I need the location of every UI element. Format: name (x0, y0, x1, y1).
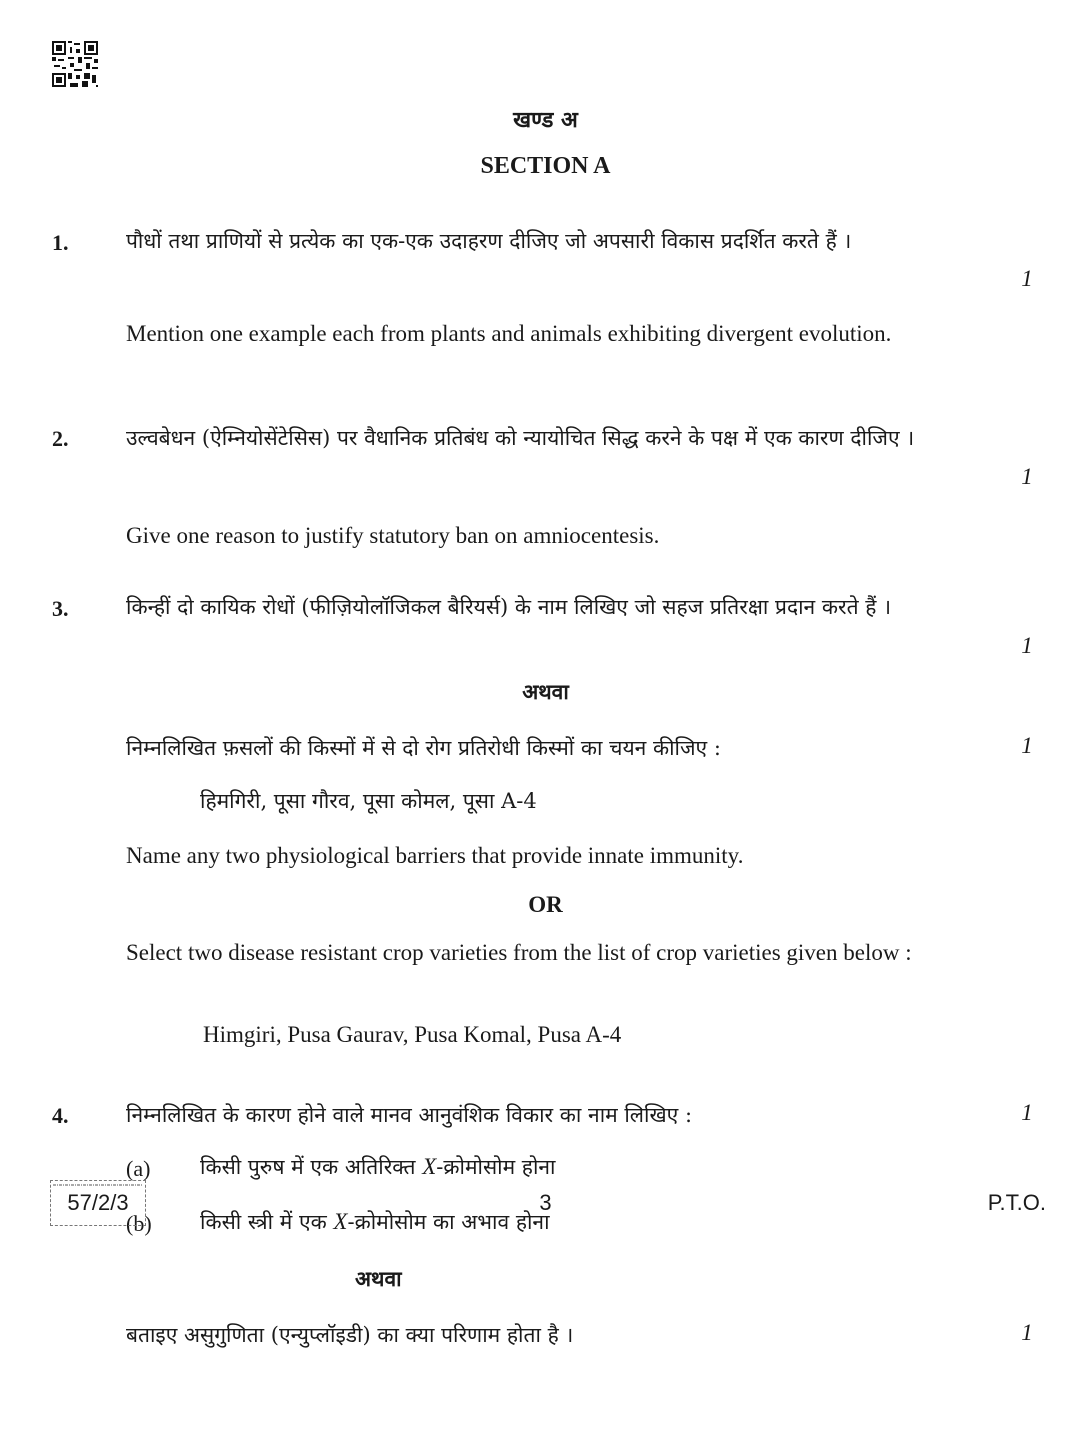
question-2-hindi: उल्वबेधन (ऐम्नियोसेंटेसिस) पर वैधानिक प्रतिबंध को न्यायोचित सिद्ध करने के पक्ष में एक कारण दीजिए । (126, 426, 915, 450)
question-4-part-b-label: (b) (126, 1211, 152, 1236)
question-1-number: 1. (52, 230, 69, 255)
variable-x: X (422, 1154, 437, 1179)
question-1-hindi: पौधों तथा प्राणियों से प्रत्येक का एक-एक उदाहरण दीजिए जो अपसारी विकास प्रदर्शित करते हैं । (126, 229, 852, 253)
paper-code: 57/2/3 (67, 1190, 129, 1215)
question-4-part-a-label: (a) (126, 1156, 151, 1181)
question-4-hindi: निम्नलिखित के कारण होने वाले मानव आनुवंशिक विकार का नाम लिखिए : (126, 1103, 693, 1127)
page-number: 3 (539, 1190, 552, 1215)
question-4-marks: 1 (1021, 1100, 1033, 1125)
question-4-number: 4. (52, 1103, 69, 1128)
please-turn-over: P.T.O. (987, 1190, 1046, 1215)
question-3-alt-marks: 1 (1021, 733, 1033, 758)
variable-x: X (333, 1209, 348, 1234)
section-heading-hindi: खण्ड अ (513, 107, 578, 133)
question-2-number: 2. (52, 426, 69, 451)
question-1-marks: 1 (1021, 266, 1033, 291)
question-3-crop-list-english: Himgiri, Pusa Gaurav, Pusa Komal, Pusa A-4 (203, 1022, 622, 1047)
question-3-or-english: OR (528, 892, 563, 917)
question-3-marks: 1 (1021, 633, 1033, 658)
question-4-alt-marks: 1 (1021, 1320, 1033, 1345)
question-1-english: Mention one example each from plants and animals exhibiting divergent evolution. (126, 321, 892, 346)
qr-code-icon (52, 41, 98, 87)
question-4-part-b-text: किसी स्त्री में एक X-क्रोमोसोम का अभाव होना (200, 1209, 550, 1234)
question-4-alt-hindi: बताइए असुगुणिता (एन्युप्लॉइडी) का क्या परिणाम होता है । (126, 1323, 574, 1347)
microtext-strip (53, 1182, 143, 1188)
question-3-english: Name any two physiological barriers that provide innate immunity. (126, 843, 744, 868)
question-3-crop-list-hindi: हिमगिरी, पूसा गौरव, पूसा कोमल, पूसा A-4 (200, 789, 537, 813)
section-heading-english: SECTION A (480, 153, 611, 179)
question-2-marks: 1 (1021, 464, 1033, 489)
question-3-alt-hindi: निम्नलिखित फ़सलों की किस्मों में से दो रोग प्रतिरोधी किस्मों का चयन कीजिए : (126, 736, 721, 760)
question-4-or-hindi: अथवा (355, 1266, 402, 1291)
question-3-hindi: किन्हीं दो कायिक रोधों (फीज़ियोलॉजिकल बैरियर्स) के नाम लिखिए जो सहज प्रतिरक्षा प्रदान करते हैं । (126, 595, 892, 619)
question-3-alt-english: Select two disease resistant crop varieties from the list of crop varieties given below : (126, 940, 912, 965)
question-3-number: 3. (52, 596, 69, 621)
question-4-part-a-text: किसी पुरुष में एक अतिरिक्त X-क्रोमोसोम होना (200, 1154, 556, 1179)
question-2-english: Give one reason to justify statutory ban on amniocentesis. (126, 523, 660, 548)
question-3-or-hindi: अथवा (522, 679, 569, 704)
